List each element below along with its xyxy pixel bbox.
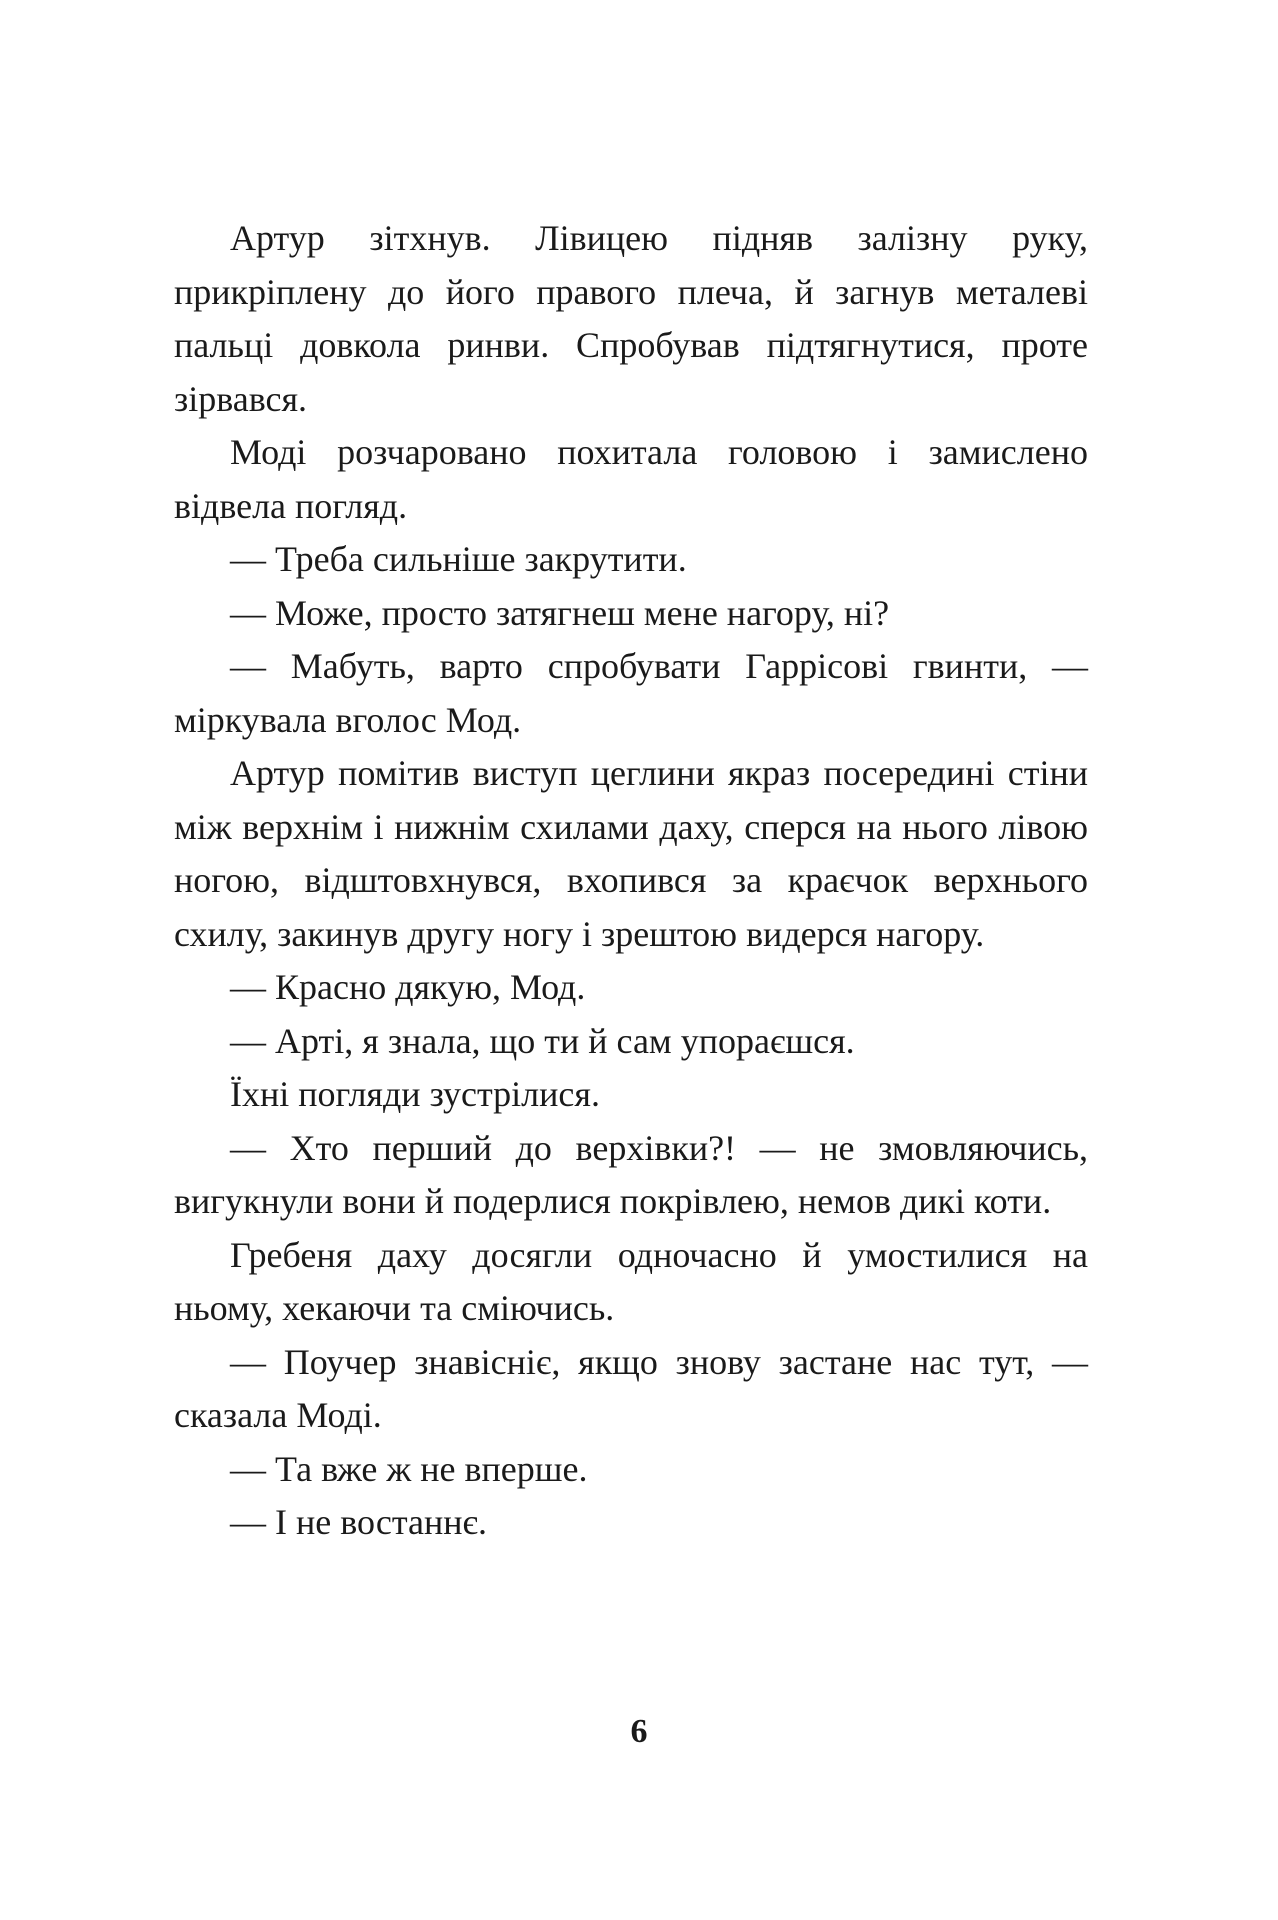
dialogue-line: — Арті, я знала, що ти й сам упораєшся. <box>230 1020 855 1061</box>
dialogue-line: — І не востаннє. <box>230 1502 487 1542</box>
paragraph: Їхні погляди зустрілися. <box>230 1074 600 1114</box>
dialogue-line: — Мабуть, варто спробувати Гаррісові гвинти, — міркувала вголос Мод. <box>174 646 1088 740</box>
paragraph: Артур зітхнув. Лівицею підняв залізну руку, прикріплену до його правого плеча, й загнув металеві пальці довкола ринви. Спробував підтягнутися, проте зірвався. <box>174 218 1088 419</box>
page-number: 6 <box>630 1713 648 1750</box>
paragraph: Артур помітив виступ цеглини якраз посередині стіни між верхнім і нижнім схилами даху, сперся на нього лівою ногою, відштовхнувся, вхопився за краєчок верхнього схилу, закинув другу ногу і зрештою видерся нагору. <box>174 753 1088 954</box>
body-text <box>174 212 1088 1550</box>
dialogue-line: — Треба сильніше закрутити. <box>230 539 687 579</box>
dialogue-line: — Може, просто затягнеш мене нагору, ні? <box>230 592 890 633</box>
paragraph: Моді розчаровано похитала головою і замислено відвела погляд. <box>174 432 1088 526</box>
paragraph: Гребеня даху досягли одночасно й умостилися на ньому, хекаючи та сміючись. <box>174 1234 1088 1328</box>
dialogue-line: — Хто перший до верхівки?! — не змовляючись, вигукнули вони й подерлися покрівлею, немов дикі коти. <box>174 1127 1088 1221</box>
dialogue-line: — Красно дякую, Мод. <box>230 967 586 1007</box>
dialogue-line: — Та вже ж не вперше. <box>230 1448 588 1489</box>
dialogue-line: — Поучер знавісніє, якщо знову застане нас тут, — сказала Моді. <box>174 1341 1088 1435</box>
